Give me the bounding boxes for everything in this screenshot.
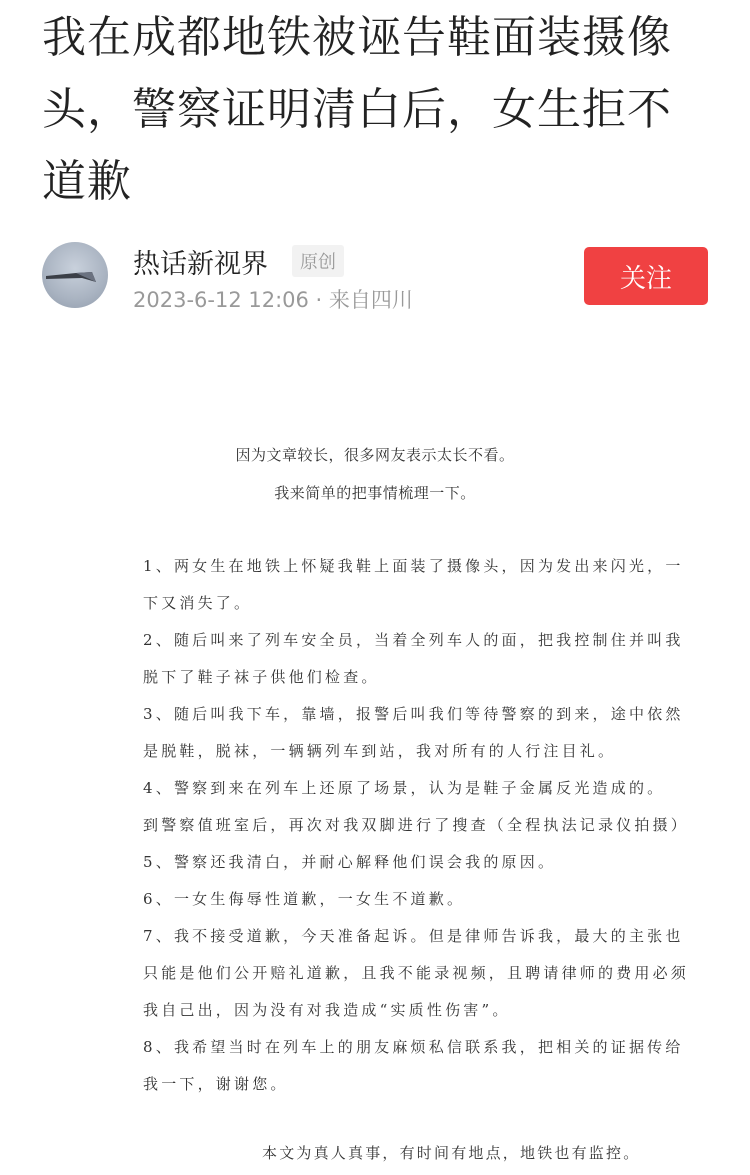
list-line: 7、我不接受道歉，今天准备起诉。但是律师告诉我，最大的主张也 — [143, 927, 684, 945]
follow-button[interactable]: 关注 — [584, 247, 708, 305]
list-line: 到警察值班室后，再次对我双脚进行了搜查（全程执法记录仪拍摄） — [143, 816, 690, 834]
list-line: 只能是他们公开赔礼道歉，且我不能录视频，且聘请律师的费用必须 — [143, 964, 690, 982]
author-name[interactable]: 热话新视界 — [133, 249, 268, 280]
original-badge: 原创 — [292, 245, 344, 277]
list-line: 下又消失了。 — [143, 594, 253, 612]
article-image — [0, 380, 750, 1175]
list-line: 脱下了鞋子袜子供他们检查。 — [143, 668, 380, 686]
list-line: 3、随后叫我下车，靠墙，报警后叫我们等待警察的到来，途中依然 — [143, 705, 684, 723]
jet-icon — [46, 270, 98, 284]
list-line: 1、两女生在地铁上怀疑我鞋上面装了摄像头，因为发出来闪光，一 — [143, 557, 684, 575]
post-meta: 2023-6-12 12:06 · 来自四川 — [133, 288, 413, 312]
list-line: 是脱鞋，脱袜，一辆辆列车到站，我对所有的人行注目礼。 — [143, 742, 617, 760]
list-line: 我自己出，因为没有对我造成“实质性伤害”。 — [143, 1001, 511, 1019]
event-list — [143, 548, 690, 1103]
list-line: 8、我希望当时在列车上的朋友麻烦私信联系我，把相关的证据传给 — [143, 1038, 684, 1056]
list-line: 6、一女生侮辱性道歉，一女生不道歉。 — [143, 890, 466, 908]
author-avatar[interactable] — [42, 242, 108, 308]
list-line: 4、警察到来在列车上还原了场景，认为是鞋子金属反光造成的。 — [143, 779, 666, 797]
intro-line-1: 因为文章较长，很多网友表示太长不看。 — [235, 446, 515, 464]
intro-line-2: 我来简单的把事情梳理一下。 — [274, 484, 476, 502]
author-row — [0, 236, 750, 316]
list-line: 我一下，谢谢您。 — [143, 1075, 289, 1093]
article-title: 我在成都地铁被诬告鞋面装摄像头，警察证明清白后，女生拒不道歉 — [42, 12, 672, 207]
list-line: 2、随后叫来了列车安全员，当着全列车人的面，把我控制住并叫我 — [143, 631, 684, 649]
list-line: 5、警察还我清白，并耐心解释他们误会我的原因。 — [143, 853, 557, 871]
footer-note: 本文为真人真事，有时间有地点，地铁也有监控。 — [262, 1144, 641, 1162]
